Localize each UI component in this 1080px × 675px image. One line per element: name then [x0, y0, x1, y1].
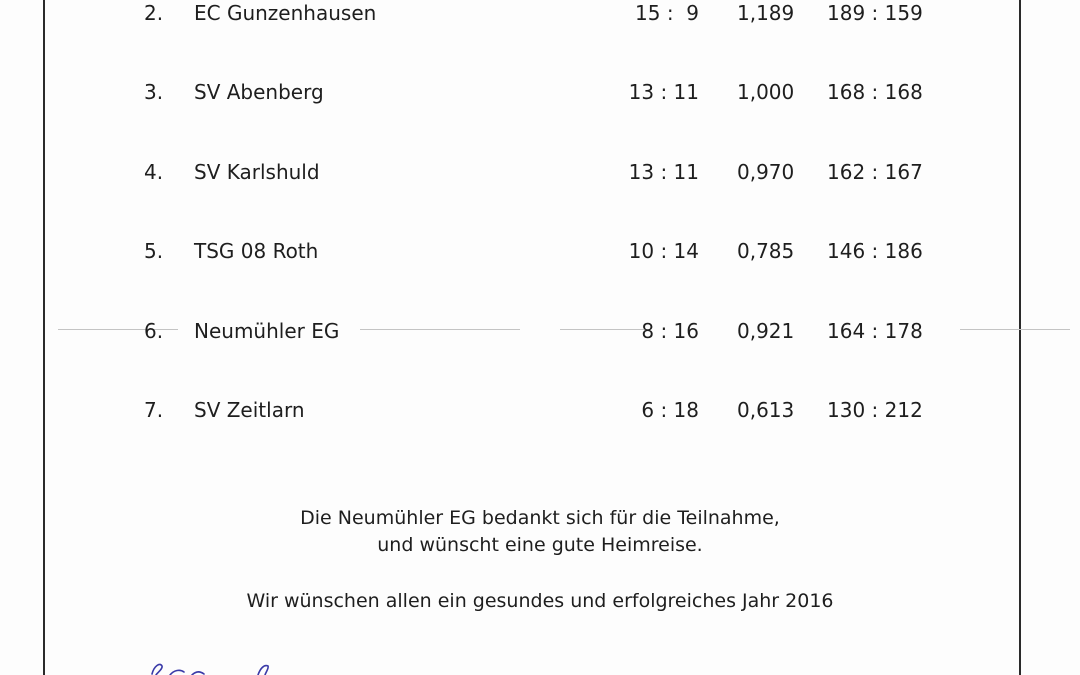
- goals-cell: 130 : 212: [827, 398, 923, 422]
- team-cell: Neumühler EG: [194, 319, 340, 343]
- ratio-cell: 0,613: [737, 398, 795, 422]
- thanks-line-1: Die Neumühler EG bedankt sich für die Teilnahme,: [300, 507, 780, 529]
- table-row: [0, 157, 1080, 187]
- team-cell: SV Zeitlarn: [194, 398, 305, 422]
- table-row: [0, 316, 1080, 346]
- goals-cell: 146 : 186: [827, 239, 923, 263]
- ratio-cell: 0,785: [737, 239, 795, 263]
- points-cell: 15 : 9: [635, 1, 699, 25]
- ratio-cell: 0,921: [737, 319, 795, 343]
- table-row: [0, 77, 1080, 107]
- goals-cell: 164 : 178: [827, 319, 923, 343]
- rank-cell: 2.: [144, 1, 164, 25]
- ratio-cell: 1,189: [737, 1, 795, 25]
- rank-cell: 6.: [144, 319, 164, 343]
- points-cell: 8 : 16: [641, 319, 699, 343]
- team-cell: SV Abenberg: [194, 80, 324, 104]
- rank-cell: 3.: [144, 80, 164, 104]
- points-cell: 13 : 11: [628, 160, 699, 184]
- points-cell: 10 : 14: [628, 239, 699, 263]
- new-year-wish: Wir wünschen allen ein gesundes und erfolgreiches Jahr 2016: [246, 590, 834, 612]
- ratio-cell: 1,000: [737, 80, 795, 104]
- table-row: [0, 395, 1080, 425]
- ratio-cell: 0,970: [737, 160, 795, 184]
- table-row: [0, 236, 1080, 266]
- goals-cell: 168 : 168: [827, 80, 923, 104]
- goals-cell: 189 : 159: [827, 1, 923, 25]
- team-cell: SV Karlshuld: [194, 160, 320, 184]
- rank-cell: 7.: [144, 398, 164, 422]
- team-cell: TSG 08 Roth: [194, 239, 319, 263]
- team-cell: EC Gunzenhausen: [194, 1, 377, 25]
- thanks-line-2: und wünscht eine gute Heimreise.: [377, 534, 703, 556]
- handwritten-signature: [148, 660, 288, 675]
- goals-cell: 162 : 167: [827, 160, 923, 184]
- rank-cell: 5.: [144, 239, 164, 263]
- rank-cell: 4.: [144, 160, 164, 184]
- points-cell: 6 : 18: [641, 398, 699, 422]
- points-cell: 13 : 11: [628, 80, 699, 104]
- table-row: [0, 0, 1080, 28]
